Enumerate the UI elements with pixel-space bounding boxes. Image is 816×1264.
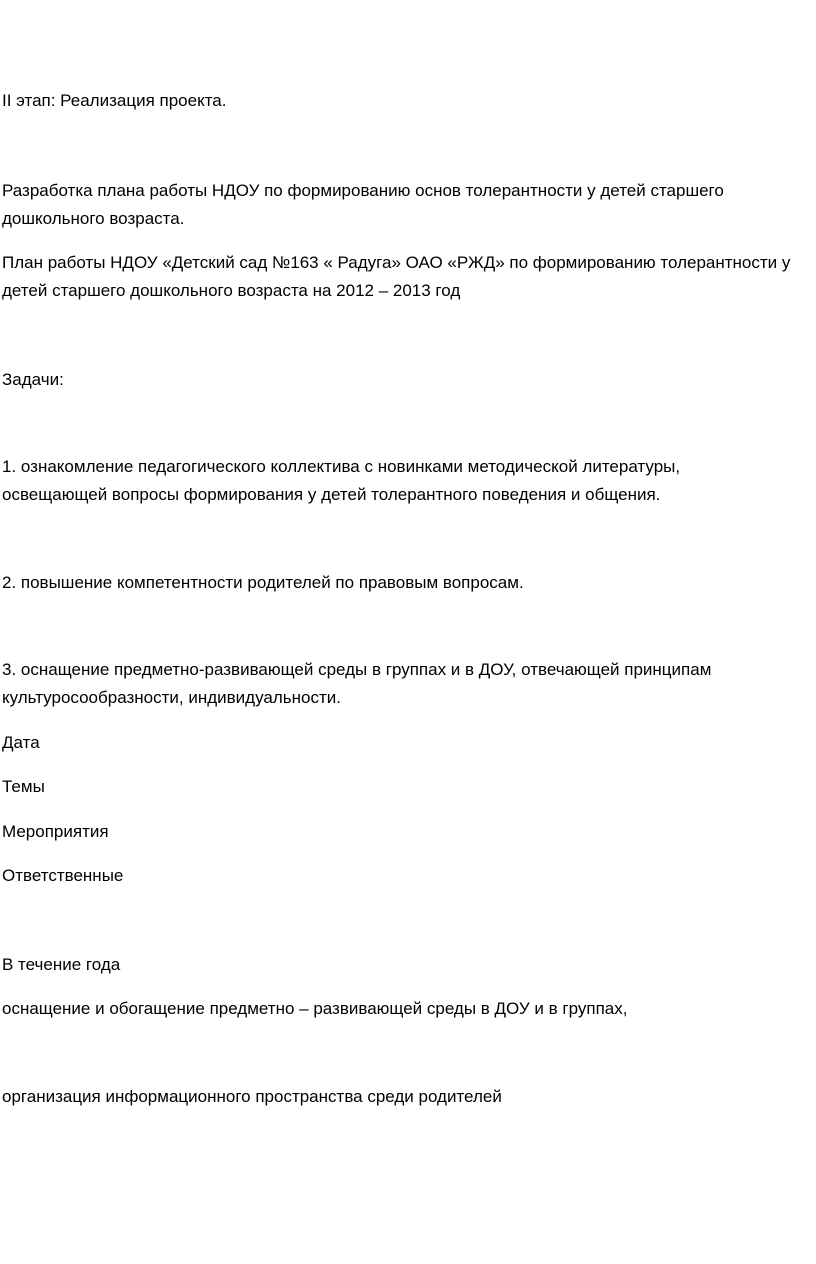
task-1-line-2: освещающей вопросы формирования у детей толерантного поведения и общения. [2, 485, 661, 504]
task-3-line-2: культуросообразности, индивидуальности. [2, 688, 341, 707]
header-date: Дата [2, 733, 40, 752]
task-2-line-1: 2. повышение компетентности родителей по правовым вопросам. [2, 573, 524, 592]
plan-development-line-1: Разработка плана работы НДОУ по формированию основ толерантности у детей старшего [2, 181, 724, 200]
plan-development-line-2: дошкольного возраста. [2, 209, 185, 228]
activity-1: оснащение и обогащение предметно – развивающей среды в ДОУ и в группах, [2, 999, 628, 1018]
header-responsible: Ответственные [2, 866, 124, 885]
period-text: В течение года [2, 955, 121, 974]
task-1-line-1: 1. ознакомление педагогического коллектива с новинками методической литературы, [2, 457, 681, 476]
task-3-line-1: 3. оснащение предметно-развивающей среды в группах и в ДОУ, отвечающей принципам [2, 660, 712, 679]
activity-2: организация информационного пространства среди родителей [2, 1087, 502, 1106]
plan-title-line-1: План работы НДОУ «Детский сад №163 « Радуга» ОАО «РЖД» по формированию толерантности у [2, 253, 791, 272]
stage-heading: II этап: Реализация проекта. [2, 91, 227, 110]
header-topics: Темы [2, 777, 45, 796]
header-events: Мероприятия [2, 822, 109, 841]
tasks-label: Задачи: [2, 370, 64, 389]
plan-title-line-2: детей старшего дошкольного возраста на 2012 – 2013 год [2, 281, 461, 300]
